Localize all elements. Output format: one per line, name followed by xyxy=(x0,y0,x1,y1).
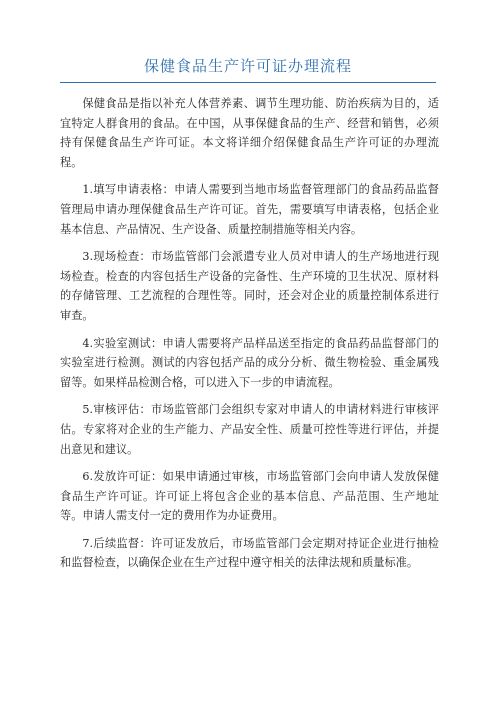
title-divider xyxy=(60,82,436,83)
paragraph-intro: 保健食品是指以补充人体营养素、调节生理功能、防治疾病为目的，适宜特定人群食用的食品。在中国，从事保健食品的生产、经营和销售，必须持有保健食品生产许可证。本文将详细介绍保健食品生产许可证的办理流程。 xyxy=(60,97,439,169)
paragraph-step-1: 1.填写申请表格：申请人需要到当地市场监督管理部门的食品药品监督管理局申请办理保健食品生产许可证。首先，需要填写申请表格，包括企业基本信息、产品情况、生产设备、质量控制措施等相关内容。 xyxy=(60,183,439,236)
document-title: 保健食品生产许可证办理流程 xyxy=(143,57,352,75)
document-body xyxy=(60,94,439,581)
paragraph-step-6: 6.发放许可证：如果申请通过审核，市场监管部门会向申请人发放保健食品生产许可证。许可证上将包含企业的基本信息、产品范围、生产地址等。申请人需支付一定的费用作为办证费用。 xyxy=(60,470,439,523)
paragraph-step-7: 7.后续监督：许可证发放后，市场监管部门会定期对持证企业进行抽检和监督检查，以确保企业在生产过程中遵守相关的法律法规和质量标准。 xyxy=(60,536,439,570)
paragraph-step-4: 4.实验室测试：申请人需要将产品样品送至指定的食品药品监督部门的实验室进行检测。测试的内容包括产品的成分分析、微生物检验、重金属残留等。如果样品检测合格，可以进入下一步的申请流程。 xyxy=(60,336,439,389)
paragraph-step-3: 3.现场检查：市场监管部门会派遣专业人员对申请人的生产场地进行现场检查。检查的内容包括生产设备的完备性、生产环境的卫生状况、原材料的存储管理、工艺流程的合理性等。同时，还会对企业的质量控制体系进行审查。 xyxy=(60,250,439,322)
paragraph-step-5: 5.审核评估：市场监管部门会组织专家对申请人的申请材料进行审核评估。专家将对企业的生产能力、产品安全性、质量可控性等进行评估，并提出意见和建议。 xyxy=(60,403,439,456)
